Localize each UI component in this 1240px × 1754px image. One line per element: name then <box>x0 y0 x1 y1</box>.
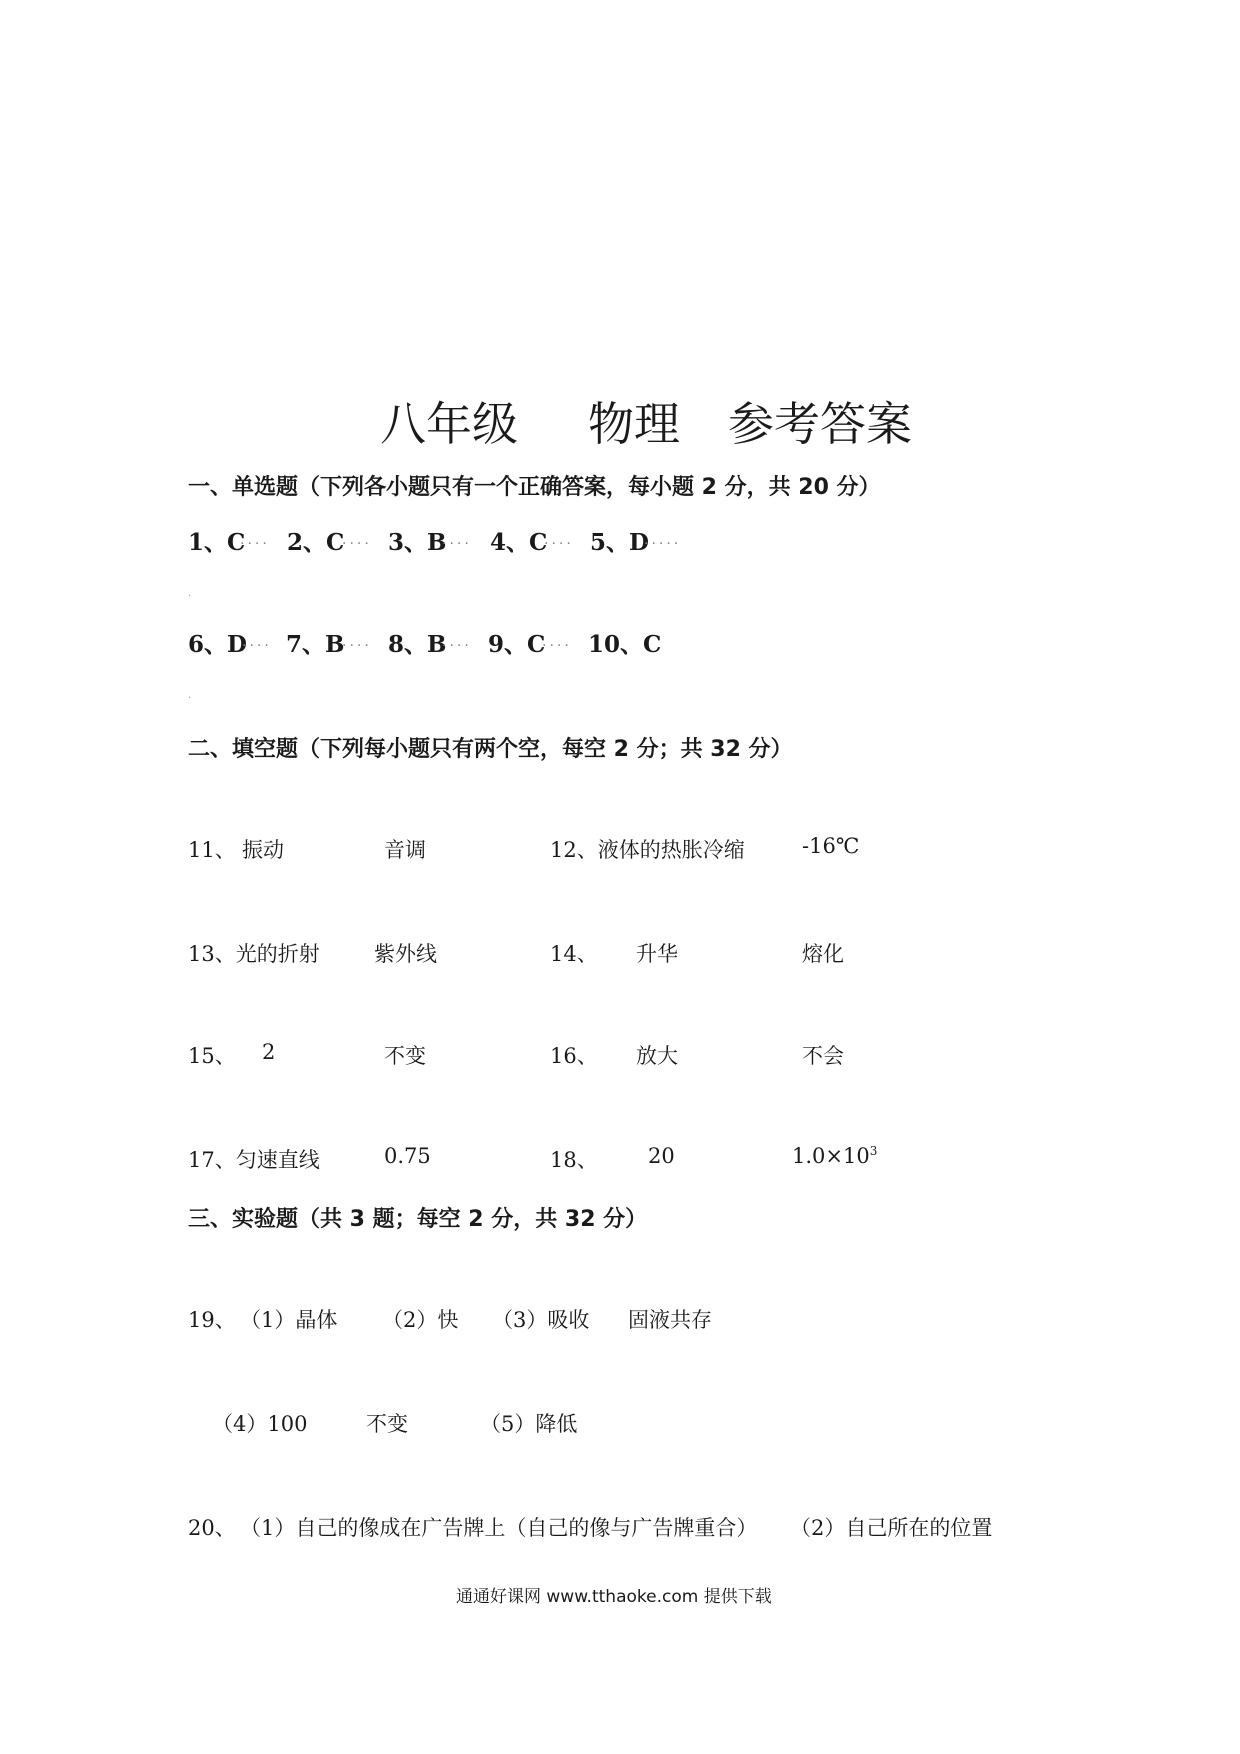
q18-answer-2: $1.0\times 10^3$ <box>792 1144 878 1168</box>
dot-leader: .... <box>442 532 472 548</box>
mc-answer-8: 8、B <box>388 631 447 658</box>
q14-answer-2: 熔化 <box>802 942 844 966</box>
q12-answer-1: 12、液体的热胀冷缩 <box>550 838 745 862</box>
q15-answer-1: 2 <box>262 1040 276 1064</box>
q15-answer-2: 不变 <box>384 1044 426 1068</box>
q16-answer-2: 不会 <box>802 1044 844 1068</box>
q17-answer-2: 0.75 <box>384 1144 431 1168</box>
q20-answer-2: （2）自己所在的位置 <box>790 1516 993 1540</box>
q11-answer-1: 振动 <box>242 838 284 862</box>
q16-number: 16、 <box>550 1044 598 1068</box>
dot-leader: .... <box>342 532 372 548</box>
paragraph-mark: . <box>188 588 192 599</box>
dot-leader: .... <box>544 532 574 548</box>
dot-leader: .... <box>242 634 272 650</box>
q14-number: 14、 <box>550 942 598 966</box>
mc-answer-6: 6、D <box>188 631 247 658</box>
mc-answer-5: 5、D <box>590 529 649 556</box>
mc-answer-7: 7、B <box>286 631 345 658</box>
q13-answer-2: 紫外线 <box>374 942 437 966</box>
dot-leader: .... <box>542 634 572 650</box>
section-heading-fill-in: 二、填空题（下列每小题只有两个空，每空 2 分；共 32 分） <box>188 737 793 762</box>
page-title-subject: 物理 <box>588 397 680 451</box>
page-title-answer-key: 参考答案 <box>728 397 912 451</box>
q19-answer-4: 固液共存 <box>628 1308 712 1332</box>
dot-leader: ..... <box>644 532 682 548</box>
q18-number: 18、 <box>550 1148 598 1172</box>
section-heading-multiple-choice: 一、单选题（下列各小题只有一个正确答案，每小题 2 分，共 20 分） <box>188 475 881 500</box>
q20-number: 20、 <box>188 1516 236 1540</box>
paragraph-mark: . <box>188 690 192 701</box>
q13-answer-1: 13、光的折射 <box>188 942 320 966</box>
mc-answer-2: 2、C <box>287 529 345 556</box>
q12-answer-2: -16℃ <box>802 834 860 858</box>
q19-answer-5: （4）100 <box>212 1412 308 1436</box>
q17-answer-1: 17、匀速直线 <box>188 1148 320 1172</box>
q11-number: 11、 <box>188 838 236 862</box>
mc-answer-4: 4、C <box>490 529 548 556</box>
page-title-grade: 八年级 <box>380 397 518 451</box>
dot-leader: .... <box>240 532 270 548</box>
q20-answer-1: （1）自己的像成在广告牌上（自己的像与广告牌重合） <box>240 1516 758 1540</box>
q18-answer-1: 20 <box>648 1144 675 1168</box>
dot-leader: .... <box>342 634 372 650</box>
q15-number: 15、 <box>188 1044 236 1068</box>
q14-answer-1: 升华 <box>636 942 678 966</box>
q18-exponent: 3 <box>869 1144 878 1158</box>
section-heading-experiment: 三、实验题（共 3 题；每空 2 分，共 32 分） <box>188 1207 648 1232</box>
q16-answer-1: 放大 <box>636 1044 678 1068</box>
q19-answer-2: （2）快 <box>382 1308 459 1332</box>
mc-answer-3: 3、B <box>388 529 447 556</box>
footer-watermark-link[interactable]: 通通好课网 www.tthaoke.com 提供下载 <box>456 1587 772 1607</box>
q19-number: 19、 <box>188 1308 236 1332</box>
q19-answer-1: （1）晶体 <box>240 1308 338 1332</box>
q19-answer-3: （3）吸收 <box>492 1308 590 1332</box>
q19-answer-7: （5）降低 <box>480 1412 578 1436</box>
mc-answer-9: 9、C <box>488 631 546 658</box>
mc-answer-10: 10、C <box>588 631 662 658</box>
q11-answer-2: 音调 <box>384 838 426 862</box>
dot-leader: .... <box>442 634 472 650</box>
q19-answer-6: 不变 <box>366 1412 408 1436</box>
mc-answer-1: 1、C <box>188 529 246 556</box>
